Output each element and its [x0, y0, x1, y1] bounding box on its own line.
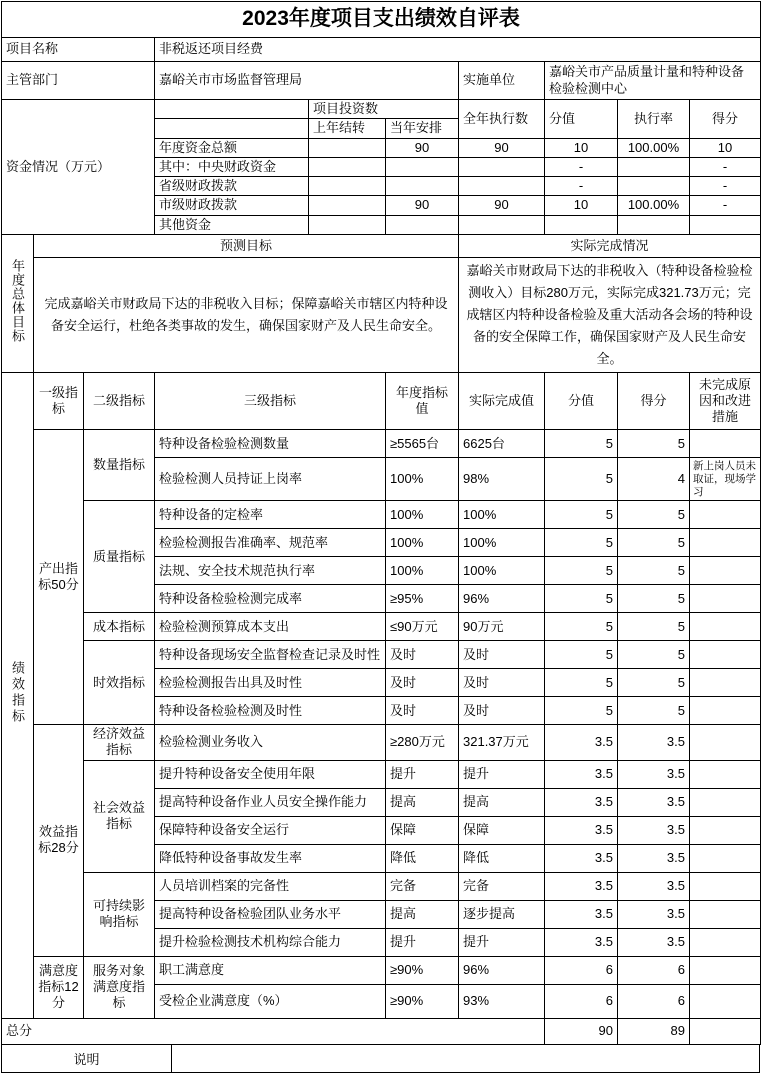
indicator-row-value: 5: [545, 697, 618, 725]
indicator-row-actual: 降低: [459, 844, 545, 872]
evaluation-table: [1, 1, 761, 1045]
indicator-level2-label: 时效指标: [84, 641, 155, 725]
indicator-row-target: ≥280万元: [386, 725, 459, 761]
indicator-row-note: [690, 697, 761, 725]
indicator-row-value: 5: [545, 585, 618, 613]
indicator-row-value: 3.5: [545, 788, 618, 816]
indicator-row-score: 5: [618, 641, 690, 669]
indicator-row-note: [690, 956, 761, 984]
indicator-row-actual: 90万元: [459, 613, 545, 641]
funding-row-score: 10: [690, 138, 761, 157]
indicator-row-score: 6: [618, 984, 690, 1018]
indicator-row-score: 5: [618, 501, 690, 529]
indicator-row-score: 3.5: [618, 928, 690, 956]
indicator-header-target: 年度指标值: [386, 373, 459, 430]
indicator-row-note: [690, 557, 761, 585]
indicator-header-note: 未完成原因和改进措施: [690, 373, 761, 430]
funding-empty-cell: [155, 119, 309, 138]
funding-row-value: 10: [545, 196, 618, 215]
indicator-row-note: [690, 816, 761, 844]
indicator-row-target: 100%: [386, 458, 459, 501]
indicator-level2-label: 数量指标: [84, 430, 155, 501]
funding-row-carryover: [309, 196, 386, 215]
indicator-row-value: 3.5: [545, 900, 618, 928]
indicator-row-name: 特种设备的定检率: [155, 501, 386, 529]
indicator-row-score: 3.5: [618, 760, 690, 788]
indicator-row-note: [690, 788, 761, 816]
explanation-row: [1, 1045, 760, 1073]
indicator-row-value: 3.5: [545, 760, 618, 788]
indicator-row-value: 5: [545, 613, 618, 641]
indicator-row-target: ≥90%: [386, 984, 459, 1018]
indicator-header-level1: 一级指标: [34, 373, 84, 430]
indicator-row-value: 5: [545, 557, 618, 585]
indicator-row-target: ≥90%: [386, 956, 459, 984]
indicator-row-target: 降低: [386, 844, 459, 872]
indicator-row: [2, 760, 761, 788]
impl-unit-value: 嘉峪关市产品质量计量和特种设备检验检测中心: [545, 62, 761, 100]
indicator-row-name: 降低特种设备事故发生率: [155, 844, 386, 872]
funding-row-current: 90: [386, 196, 459, 215]
indicator-row-target: 100%: [386, 529, 459, 557]
indicator-header-score: 得分: [618, 373, 690, 430]
indicator-row-name: 特种设备检验检测及时性: [155, 697, 386, 725]
indicator-row-score: 6: [618, 956, 690, 984]
indicator-header-value: 分值: [545, 373, 618, 430]
funding-row-score: -: [690, 196, 761, 215]
indicator-row-actual: 提升: [459, 760, 545, 788]
funding-row-value: -: [545, 157, 618, 176]
indicator-row-name: 提高特种设备作业人员安全操作能力: [155, 788, 386, 816]
indicator-row-name: 人员培训档案的完备性: [155, 872, 386, 900]
indicator-row-target: 及时: [386, 697, 459, 725]
indicator-row-name: 受检企业满意度（%）: [155, 984, 386, 1018]
funding-header-carryover: 上年结转: [309, 119, 386, 138]
funding-section-label: 资金情况（万元）: [2, 100, 155, 235]
indicator-row-name: 检验检测报告准确率、规范率: [155, 529, 386, 557]
indicator-row-name: 法规、安全技术规范执行率: [155, 557, 386, 585]
indicator-row-score: 3.5: [618, 816, 690, 844]
actual-completion-text: 嘉峪关市财政局下达的非税收入（特种设备检验检测收入）目标280万元，实际完成321.73万元；完成辖区内特种设备检验及重大活动各会场的特种设备的安全保障工作，确保国家财产及人民生命安全。: [459, 257, 761, 372]
indicator-row-note: [690, 585, 761, 613]
indicator-row-score: 5: [618, 529, 690, 557]
indicator-header-level2: 二级指标: [84, 373, 155, 430]
indicator-level2-label: 成本指标: [84, 613, 155, 641]
indicator-row-note: 新上岗人员未取证，现场学习: [690, 458, 761, 501]
indicator-level1-label: 产出指标50分: [34, 430, 84, 725]
indicator-row-note: [690, 928, 761, 956]
indicator-row-target: 完备: [386, 872, 459, 900]
indicator-row-value: 5: [545, 458, 618, 501]
indicator-level2-label: 质量指标: [84, 501, 155, 613]
total-label: 总分: [2, 1018, 545, 1044]
funding-row-rate: [618, 177, 690, 196]
indicator-row-name: 保障特种设备安全运行: [155, 816, 386, 844]
annual-goal-section-label: [2, 234, 34, 372]
indicator-row-target: 及时: [386, 669, 459, 697]
indicator-row-score: 5: [618, 697, 690, 725]
predicted-goal-header: 预测目标: [34, 234, 459, 257]
indicator-row-actual: 提升: [459, 928, 545, 956]
indicator-row: [2, 613, 761, 641]
funding-row-current: [386, 157, 459, 176]
funding-row-rate: [618, 157, 690, 176]
indicator-row-actual: 及时: [459, 641, 545, 669]
indicator-row-note: [690, 844, 761, 872]
funding-row-name: 年度资金总额: [155, 138, 309, 157]
indicator-row-name: 特种设备现场安全监督检查记录及时性: [155, 641, 386, 669]
indicator-row-score: 4: [618, 458, 690, 501]
indicator-level2-label: 社会效益指标: [84, 760, 155, 872]
indicator-row-actual: 98%: [459, 458, 545, 501]
indicator-row-target: 提高: [386, 788, 459, 816]
indicator-row-value: 3.5: [545, 844, 618, 872]
indicator-row-value: 5: [545, 430, 618, 458]
indicator-row-score: 5: [618, 585, 690, 613]
indicator-row-actual: 完备: [459, 872, 545, 900]
project-name-label: 项目名称: [2, 38, 155, 62]
indicator-row-value: 3.5: [545, 725, 618, 761]
funding-row-rate: [618, 215, 690, 234]
indicator-row: [2, 872, 761, 900]
funding-row-current: [386, 215, 459, 234]
indicator-row: [2, 430, 761, 458]
indicator-row-name: 检验检测报告出具及时性: [155, 669, 386, 697]
indicator-row-value: 5: [545, 641, 618, 669]
indicator-row-score: 5: [618, 613, 690, 641]
indicator-row-score: 3.5: [618, 725, 690, 761]
indicator-level1-label: 效益指标28分: [34, 725, 84, 957]
funding-row-execution: [459, 177, 545, 196]
indicator-row-actual: 100%: [459, 501, 545, 529]
impl-unit-label: 实施单位: [459, 62, 545, 100]
indicator-row-target: 100%: [386, 557, 459, 585]
funding-row-score: -: [690, 157, 761, 176]
explanation-label: 说明: [2, 1045, 172, 1072]
dept-label: 主管部门: [2, 62, 155, 100]
funding-row-execution: [459, 215, 545, 234]
indicator-row: [2, 641, 761, 669]
indicator-row-note: [690, 760, 761, 788]
indicator-row-score: 3.5: [618, 900, 690, 928]
funding-row-value: [545, 215, 618, 234]
indicator-row-actual: 逐步提高: [459, 900, 545, 928]
funding-row-current: [386, 177, 459, 196]
indicator-header-level3: 三级指标: [155, 373, 386, 430]
indicator-row-name: 职工满意度: [155, 956, 386, 984]
indicator-row-note: [690, 430, 761, 458]
indicator-row-target: ≥5565台: [386, 430, 459, 458]
indicator-row-value: 5: [545, 529, 618, 557]
indicator-row-name: 检验检测人员持证上岗率: [155, 458, 386, 501]
indicator-row-name: 提高特种设备检验团队业务水平: [155, 900, 386, 928]
indicator-row-note: [690, 529, 761, 557]
indicator-row-note: [690, 872, 761, 900]
funding-row-carryover: [309, 177, 386, 196]
annual-goal-section-label-text: 年度总体目标: [10, 259, 25, 344]
indicator-row-value: 3.5: [545, 872, 618, 900]
indicator-row-value: 5: [545, 501, 618, 529]
indicator-row-name: 提升特种设备安全使用年限: [155, 760, 386, 788]
indicator-row-note: [690, 900, 761, 928]
indicator-level2-label: 服务对象满意度指标: [84, 956, 155, 1018]
indicator-level2-label: 可持续影响指标: [84, 872, 155, 956]
indicators-section-label: [2, 373, 34, 1019]
indicator-row-target: 提升: [386, 928, 459, 956]
indicator-row-actual: 96%: [459, 956, 545, 984]
indicator-row-note: [690, 613, 761, 641]
indicator-row-name: 特种设备检验检测数量: [155, 430, 386, 458]
indicator-row-note: [690, 669, 761, 697]
indicator-row-note: [690, 984, 761, 1018]
indicator-row-value: 3.5: [545, 816, 618, 844]
indicator-row-score: 3.5: [618, 788, 690, 816]
funding-row-rate: 100.00%: [618, 196, 690, 215]
total-score: 89: [618, 1018, 690, 1044]
indicators-section-label-text: 绩效指标: [10, 661, 25, 726]
indicator-row-target: 提高: [386, 900, 459, 928]
funding-empty-cell: [155, 100, 309, 119]
funding-row-execution: 90: [459, 196, 545, 215]
funding-row-carryover: [309, 138, 386, 157]
indicator-row-actual: 93%: [459, 984, 545, 1018]
funding-header-current: 当年安排: [386, 119, 459, 138]
indicator-row-target: 100%: [386, 501, 459, 529]
dept-value: 嘉峪关市市场监督管理局: [155, 62, 459, 100]
indicator-row-value: 6: [545, 984, 618, 1018]
funding-row-execution: [459, 157, 545, 176]
indicator-row-target: 提升: [386, 760, 459, 788]
indicator-row-actual: 100%: [459, 557, 545, 585]
funding-row-score: [690, 215, 761, 234]
funding-header-execution: 全年执行数: [459, 100, 545, 139]
funding-row-value: -: [545, 177, 618, 196]
indicator-level2-label: 经济效益指标: [84, 725, 155, 761]
indicator-row: [2, 725, 761, 761]
predicted-goal-text: 完成嘉峪关市财政局下达的非税收入目标；保障嘉峪关市辖区内特种设备安全运行，杜绝各类事故的发生，确保国家财产及人民生命安全。: [34, 257, 459, 372]
funding-header-investment: 项目投资数: [309, 100, 459, 119]
funding-row-carryover: [309, 215, 386, 234]
indicator-row-actual: 96%: [459, 585, 545, 613]
indicator-row: [2, 956, 761, 984]
funding-header-value: 分值: [545, 100, 618, 139]
page-title: 2023年度项目支出绩效自评表: [2, 2, 761, 38]
indicator-row-target: ≥95%: [386, 585, 459, 613]
indicator-level1-label: 满意度指标12分: [34, 956, 84, 1018]
indicator-row-value: 3.5: [545, 928, 618, 956]
indicator-header-actual: 实际完成值: [459, 373, 545, 430]
project-name-value: 非税返还项目经费: [155, 38, 761, 62]
indicator-row-value: 5: [545, 669, 618, 697]
indicator-row-score: 5: [618, 430, 690, 458]
funding-row-carryover: [309, 157, 386, 176]
funding-header-rate: 执行率: [618, 100, 690, 139]
funding-row-score: -: [690, 177, 761, 196]
funding-row-name: 省级财政拨款: [155, 177, 309, 196]
total-value: 90: [545, 1018, 618, 1044]
indicator-row-actual: 及时: [459, 697, 545, 725]
funding-row-name: 其中：中央财政资金: [155, 157, 309, 176]
indicator-row-target: 保障: [386, 816, 459, 844]
indicator-row-name: 提升检验检测技术机构综合能力: [155, 928, 386, 956]
indicator-row-note: [690, 501, 761, 529]
indicator-row-score: 3.5: [618, 872, 690, 900]
indicator-row-name: 特种设备检验检测完成率: [155, 585, 386, 613]
indicator-row: [2, 501, 761, 529]
total-note-empty: [690, 1018, 761, 1044]
indicator-row-actual: 提高: [459, 788, 545, 816]
indicator-row-score: 5: [618, 557, 690, 585]
funding-row-execution: 90: [459, 138, 545, 157]
indicator-row-actual: 6625台: [459, 430, 545, 458]
indicator-row-note: [690, 725, 761, 761]
funding-row-current: 90: [386, 138, 459, 157]
funding-row-name: 其他资金: [155, 215, 309, 234]
funding-row-rate: 100.00%: [618, 138, 690, 157]
indicator-row-name: 检验检测预算成本支出: [155, 613, 386, 641]
indicator-row-target: ≤90万元: [386, 613, 459, 641]
funding-row-value: 10: [545, 138, 618, 157]
indicator-row-actual: 及时: [459, 669, 545, 697]
indicator-row-actual: 100%: [459, 529, 545, 557]
indicator-row-note: [690, 641, 761, 669]
indicator-row-target: 及时: [386, 641, 459, 669]
indicator-row-score: 5: [618, 669, 690, 697]
evaluation-sheet: [1, 1, 760, 1073]
funding-row-name: 市级财政拨款: [155, 196, 309, 215]
explanation-value: [172, 1045, 759, 1072]
indicator-row-actual: 保障: [459, 816, 545, 844]
indicator-row-actual: 321.37万元: [459, 725, 545, 761]
indicator-row-name: 检验检测业务收入: [155, 725, 386, 761]
funding-header-score: 得分: [690, 100, 761, 139]
actual-completion-header: 实际完成情况: [459, 234, 761, 257]
indicator-row-score: 3.5: [618, 844, 690, 872]
indicator-row-value: 6: [545, 956, 618, 984]
